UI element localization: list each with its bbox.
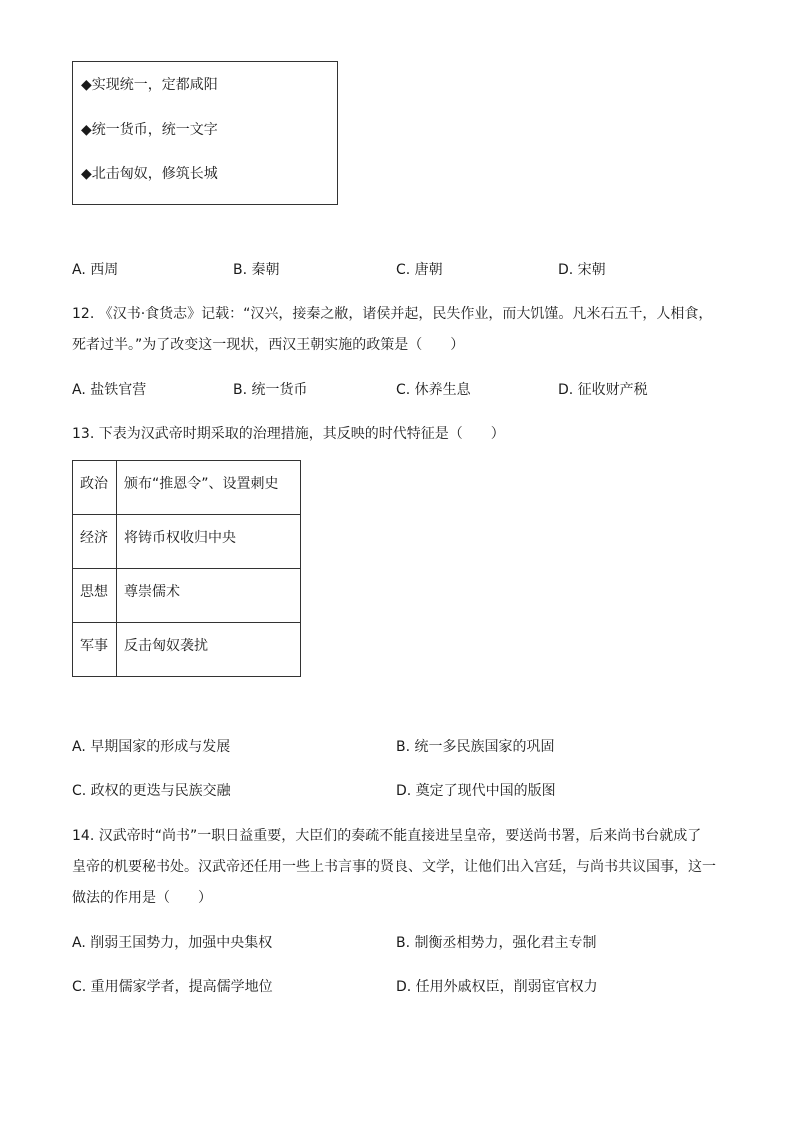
q14-option-a[interactable]: A. 削弱王国势力，加强中央集权 xyxy=(72,935,273,951)
table-row xyxy=(73,623,301,677)
q12-option-d[interactable]: D. 征收财产税 xyxy=(558,382,648,398)
q11-option-a[interactable]: A. 西周 xyxy=(72,262,119,278)
q14-option-b[interactable]: B. 制衡丞相势力，强化君主专制 xyxy=(396,935,597,951)
table-cell-category: 政治 xyxy=(73,461,117,515)
q11-option-c[interactable]: C. 唐朝 xyxy=(396,262,443,278)
table-row xyxy=(73,569,301,623)
table-row xyxy=(73,515,301,569)
table-cell-category: 经济 xyxy=(73,515,117,569)
q13-option-b[interactable]: B. 统一多民族国家的巩固 xyxy=(396,739,555,755)
clue-line-1: ◆实现统一，定都咸阳 xyxy=(81,77,218,93)
table-cell-measure: 尊崇儒术 xyxy=(117,569,301,623)
table-cell-measure: 颁布“推恩令”、设置刺史 xyxy=(117,461,301,515)
q13-stem: 13. 下表为汉武帝时期采取的治理措施，其反映的时代特征是（ ） xyxy=(72,426,505,442)
q12-stem-line-1: 12. 《汉书·食货志》记载：“汉兴，接秦之敝，诸侯并起，民失作业，而大饥馑。凡米石五千，人相食， xyxy=(72,306,713,322)
table-cell-category: 军事 xyxy=(73,623,117,677)
q11-option-d[interactable]: D. 宋朝 xyxy=(558,262,606,278)
q12-option-a[interactable]: A. 盐铁官营 xyxy=(72,382,147,398)
table-cell-measure: 反击匈奴袭扰 xyxy=(117,623,301,677)
clue-line-3: ◆北击匈奴，修筑长城 xyxy=(81,166,218,182)
q14-option-d[interactable]: D. 任用外戚权臣，削弱宦官权力 xyxy=(396,979,598,995)
q11-option-b[interactable]: B. 秦朝 xyxy=(233,262,280,278)
measures-table xyxy=(72,460,301,677)
q13-option-a[interactable]: A. 早期国家的形成与发展 xyxy=(72,739,231,755)
q13-option-d[interactable]: D. 奠定了现代中国的版图 xyxy=(396,783,556,799)
q14-stem-line-2: 皇帝的机要秘书处。汉武帝还任用一些上书言事的贤良、文学，让他们出入宫廷，与尚书共议国事，这一 xyxy=(72,859,716,875)
table-row xyxy=(73,461,301,515)
table-cell-measure: 将铸币权收归中央 xyxy=(117,515,301,569)
q12-option-b[interactable]: B. 统一货币 xyxy=(233,382,308,398)
q12-stem-line-2: 死者过半。”为了改变这一现状，西汉王朝实施的政策是（ ） xyxy=(72,337,465,353)
q12-option-c[interactable]: C. 休养生息 xyxy=(396,382,471,398)
q14-stem-line-1: 14. 汉武帝时“尚书”一职日益重要，大臣们的奏疏不能直接进呈皇帝，要送尚书署，后来尚书台就成了 xyxy=(72,828,702,844)
clue-line-2: ◆统一货币，统一文字 xyxy=(81,122,218,138)
q14-option-c[interactable]: C. 重用儒家学者，提高儒学地位 xyxy=(72,979,273,995)
table-cell-category: 思想 xyxy=(73,569,117,623)
clue-box xyxy=(72,61,338,205)
q13-option-c[interactable]: C. 政权的更迭与民族交融 xyxy=(72,783,231,799)
q14-stem-line-3: 做法的作用是（ ） xyxy=(72,890,212,906)
